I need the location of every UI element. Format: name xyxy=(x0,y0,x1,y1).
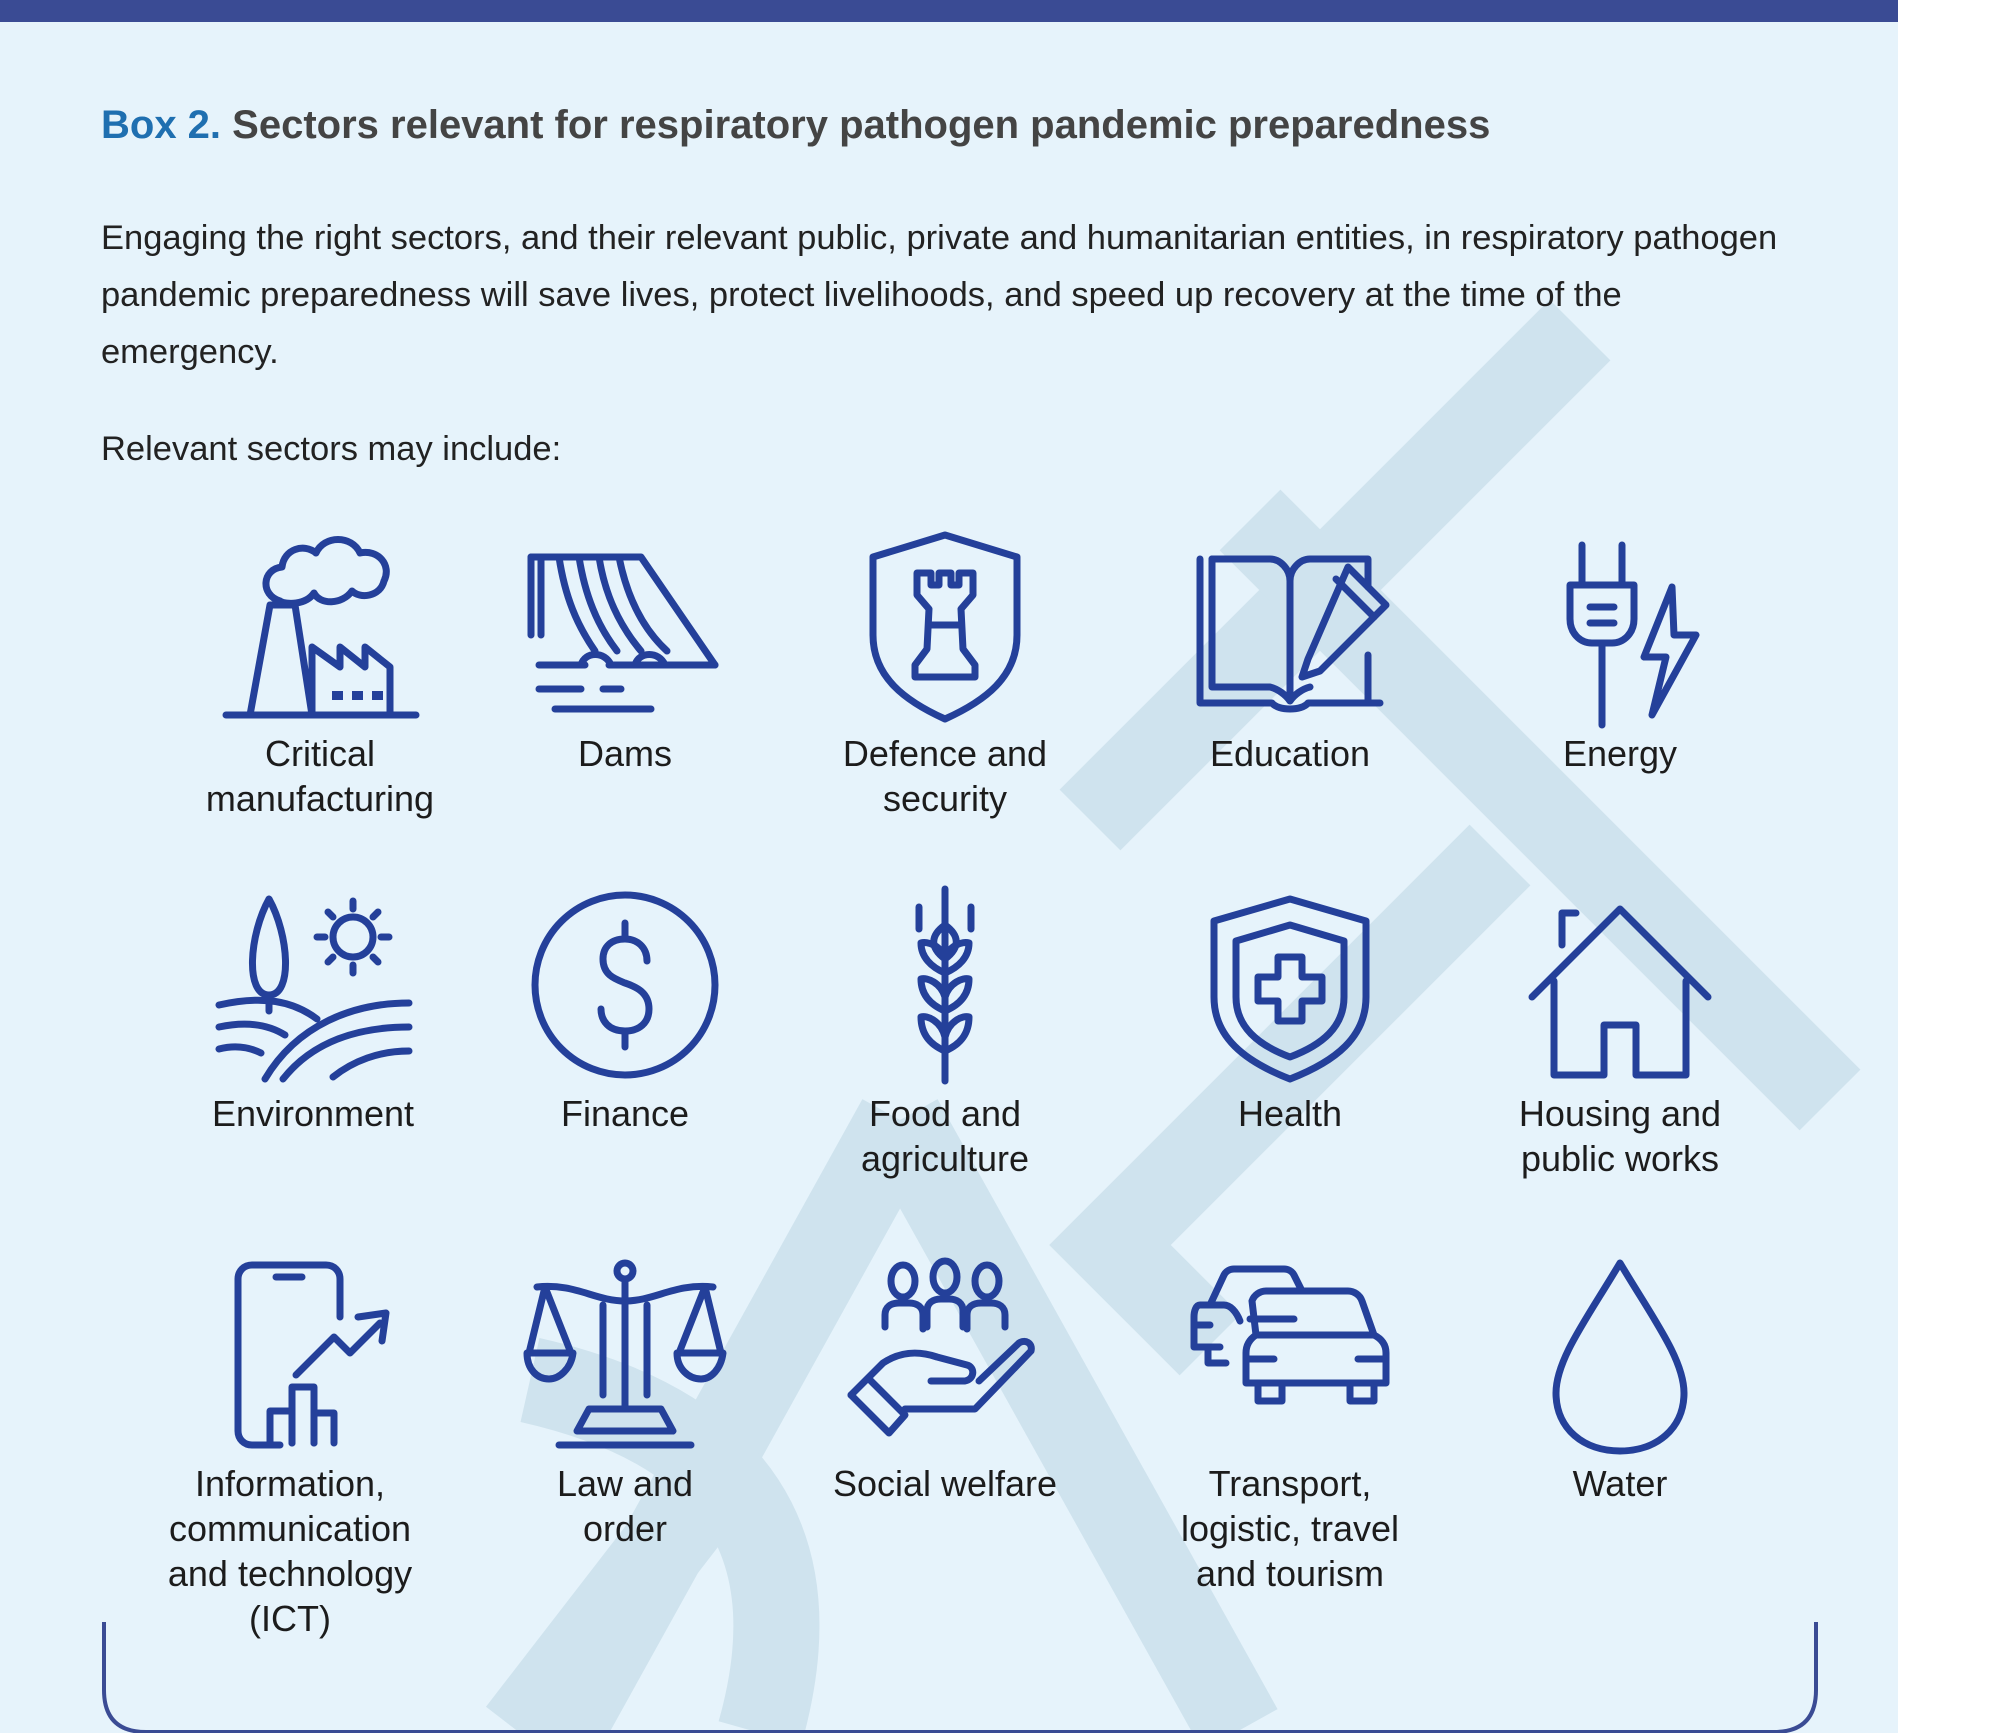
sector-label: Social welfare xyxy=(832,1463,1058,1504)
sector-label: Critical manufacturing xyxy=(205,733,435,819)
sector-label: Information, communication and technology (ICT) xyxy=(167,1463,413,1639)
sector-label: Finance xyxy=(560,1093,690,1134)
sector-label: Water xyxy=(1572,1463,1668,1504)
intro-paragraph: Engaging the right sectors, and their relevant public, private and humanitarian entities, in respiratory pathogen pandemic preparedness will save lives, protect livelihoods, and speed up recovery at the time of the emergency. xyxy=(101,219,1778,371)
sector-label: Food and agriculture xyxy=(860,1093,1030,1179)
sector-label: Transport, logistic, travel and tourism xyxy=(1180,1463,1400,1594)
sectors-lead-text: Relevant sectors may include: xyxy=(101,430,562,468)
sector-label: Energy xyxy=(1562,733,1678,774)
sector-label: Dams xyxy=(577,733,672,774)
sector-label: Housing and public works xyxy=(1518,1093,1722,1179)
sector-label: Education xyxy=(1209,733,1371,774)
sector-label: Defence and security xyxy=(842,733,1048,819)
box-label: Box 2. xyxy=(101,103,222,147)
sector-label: Law and order xyxy=(556,1463,694,1549)
box-title-text: Sectors relevant for respiratory pathogen pandemic preparedness xyxy=(221,103,1491,147)
sector-label: Health xyxy=(1237,1093,1343,1134)
sector-label: Environment xyxy=(211,1093,415,1134)
